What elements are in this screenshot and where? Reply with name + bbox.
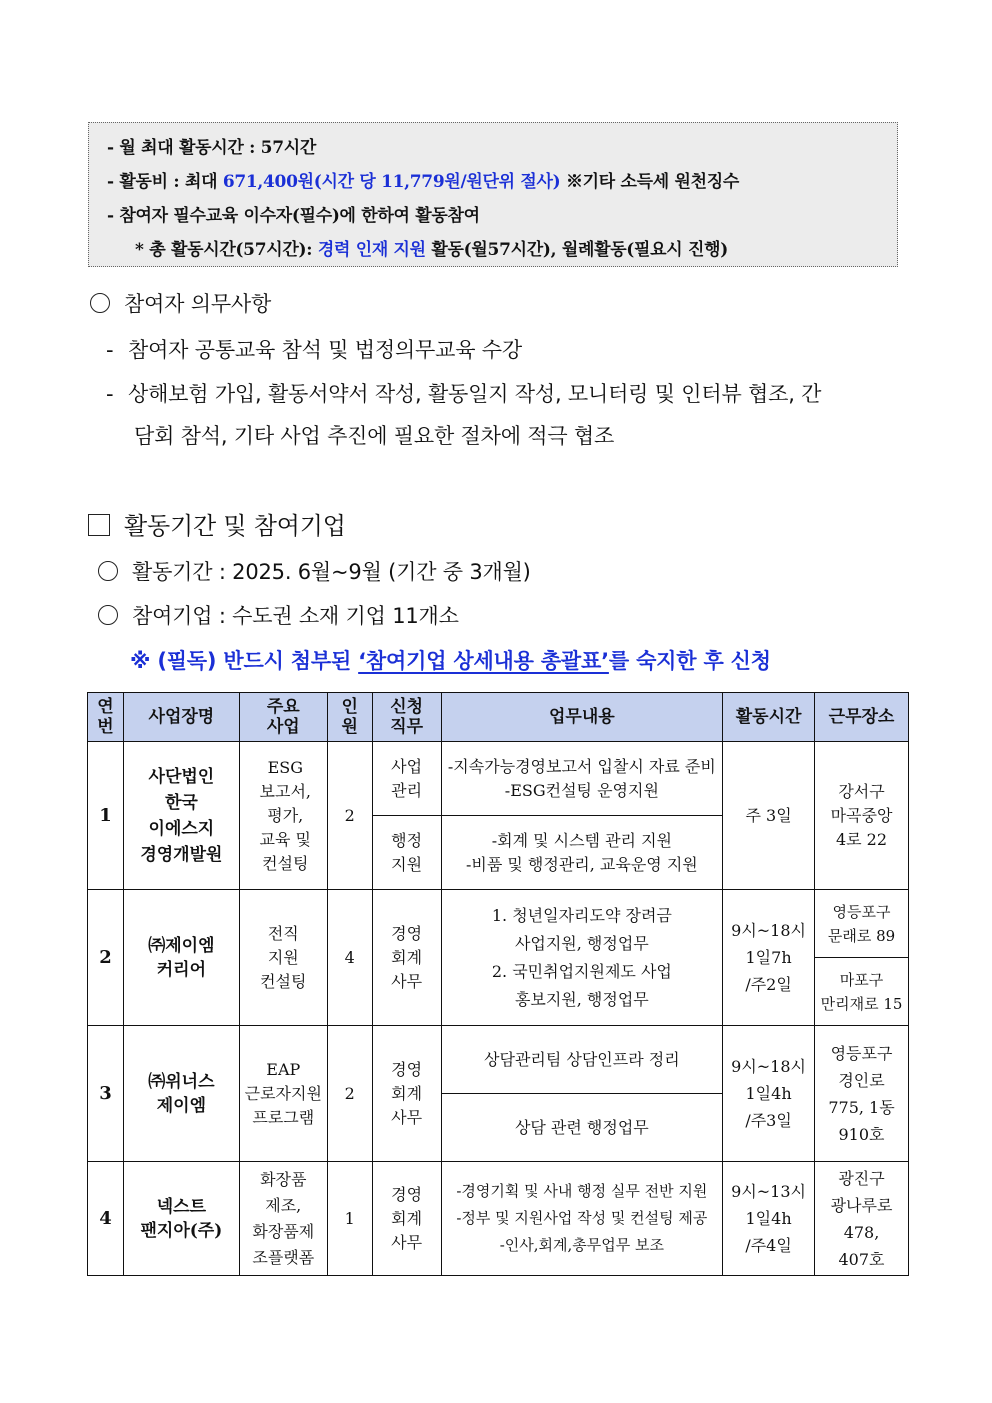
dash-bullet: - bbox=[106, 338, 114, 362]
square-bullet-icon bbox=[88, 514, 110, 536]
section-title bbox=[88, 506, 346, 541]
duties-item-1-text: 참여자 공통교육 참석 및 법정의무교육 수강 bbox=[128, 338, 522, 362]
headcount: 2 bbox=[327, 1026, 372, 1162]
header-tasks: 업무내용 bbox=[441, 693, 723, 742]
headcount: 2 bbox=[327, 742, 372, 890]
activity-hours: 9시~18시 1일7h /주2일 bbox=[723, 890, 815, 1026]
table-row bbox=[88, 742, 909, 816]
headcount: 4 bbox=[327, 890, 372, 1026]
header-people: 인 원 bbox=[327, 693, 372, 742]
work-location: 강서구 마곡중앙 4로 22 bbox=[815, 742, 909, 890]
notice-total-blue: 경력 인재 지원 bbox=[317, 240, 426, 260]
work-location: 마포구 만리재로 15 bbox=[815, 958, 909, 1026]
role: 경영 회계 사무 bbox=[372, 1162, 441, 1276]
tasks: 상담관리팀 상담인프라 정리 bbox=[441, 1026, 723, 1094]
role: 사업 관리 bbox=[372, 742, 441, 816]
activity-hours: 주 3일 bbox=[723, 742, 815, 890]
role: 행정 지원 bbox=[372, 816, 441, 890]
work-location: 영등포구 경인로 775, 1동 910호 bbox=[815, 1026, 909, 1162]
row-no: 4 bbox=[88, 1162, 124, 1276]
tasks: 상담 관련 행정업무 bbox=[441, 1094, 723, 1162]
duties-heading-text: 참여자 의무사항 bbox=[124, 292, 272, 316]
headcount: 1 bbox=[327, 1162, 372, 1276]
header-business: 주요 사업 bbox=[239, 693, 327, 742]
notice-total-suffix: 활동(월57시간), 월례활동(필요시 진행) bbox=[425, 240, 729, 260]
activity-notice-box bbox=[88, 122, 898, 267]
circle-bullet-icon bbox=[98, 561, 118, 581]
table-header-row bbox=[88, 693, 909, 742]
tasks: -지속가능경영보고서 입찰시 자료 준비 -ESG컨설팅 운영지원 bbox=[441, 742, 723, 816]
section-title-text: 활동기간 및 참여기업 bbox=[124, 512, 346, 540]
work-location: 영등포구 문래로 89 bbox=[815, 890, 909, 958]
main-business: EAP 근로자지원 프로그램 bbox=[239, 1026, 327, 1162]
notice-fee-amount: 671,400원(시간 당 11,779원/원단위 절사) bbox=[222, 172, 561, 192]
row-no: 3 bbox=[88, 1026, 124, 1162]
main-business: 전직 지원 컨설팅 bbox=[239, 890, 327, 1026]
duties-item-1 bbox=[106, 334, 522, 364]
notice-max-hours: - 월 최대 활동시간 : 57시간 bbox=[107, 138, 316, 158]
tasks: -경영기획 및 사내 행정 실무 전반 지원 -정부 및 지원사업 작성 및 컨설팅 제공 -인사,회계,총무업무 보조 bbox=[441, 1162, 723, 1276]
header-location: 근무장소 bbox=[815, 693, 909, 742]
note-document-title: ‘참여기업 상세내용 총괄표’ bbox=[358, 649, 609, 673]
note-suffix: 를 숙지한 후 신청 bbox=[608, 649, 771, 673]
header-no: 연 번 bbox=[88, 693, 124, 742]
notice-total-hours bbox=[107, 233, 897, 267]
notice-activity-fee bbox=[107, 165, 897, 199]
role: 경영 회계 사무 bbox=[372, 1026, 441, 1162]
table-row bbox=[88, 890, 909, 958]
notice-education-requirement: - 참여자 필수교육 이수자(필수)에 한하여 활동참여 bbox=[107, 206, 480, 226]
main-business: ESG 보고서, 평가, 교육 및 컨설팅 bbox=[239, 742, 327, 890]
circle-bullet-icon bbox=[90, 293, 110, 313]
activity-hours: 9시~18시 1일4h /주3일 bbox=[723, 1026, 815, 1162]
company-name: 넥스트 팬지아(주) bbox=[123, 1162, 239, 1276]
company-name: ㈜제이엠 커리어 bbox=[123, 890, 239, 1026]
company-name: 사단법인 한국 이에스지 경영개발원 bbox=[123, 742, 239, 890]
duties-item-2-line1: 상해보험 가입, 활동서약서 작성, 활동일지 작성, 모니터링 및 인터뷰 협조, 간 bbox=[128, 382, 822, 406]
duties-item-2 bbox=[106, 378, 821, 408]
tasks: -회계 및 시스템 관리 지원 -비품 및 행정관리, 교육운영 지원 bbox=[441, 816, 723, 890]
role: 경영 회계 사무 bbox=[372, 890, 441, 1026]
participating-companies-table bbox=[87, 692, 909, 1276]
participating-companies-text: 참여기업 : 수도권 소재 기업 11개소 bbox=[132, 604, 459, 628]
tasks: 1. 청년일자리도약 장려금 사업지원, 행정업무 2. 국민취업지원제도 사업 홍보지원, 행정업무 bbox=[441, 890, 723, 1026]
mandatory-reading-note bbox=[130, 645, 771, 675]
circle-bullet-icon bbox=[98, 605, 118, 625]
activity-period-text: 활동기간 : 2025. 6월~9월 (기간 중 3개월) bbox=[132, 560, 531, 584]
table-row bbox=[88, 1162, 909, 1276]
duties-item-2-cont: 담회 참석, 기타 사업 추진에 필요한 절차에 적극 협조 bbox=[134, 424, 615, 448]
notice-total-prefix: * 총 활동시간(57시간): bbox=[135, 240, 318, 260]
company-name: ㈜위너스 제이엠 bbox=[123, 1026, 239, 1162]
header-role: 신청 직무 bbox=[372, 693, 441, 742]
participating-companies bbox=[98, 600, 459, 630]
note-prefix: ※ (필독) 반드시 첨부된 bbox=[130, 649, 359, 673]
notice-fee-suffix: ※기타 소득세 원천징수 bbox=[560, 172, 740, 192]
dash-bullet: - bbox=[106, 382, 114, 406]
row-no: 2 bbox=[88, 890, 124, 1026]
activity-hours: 9시~13시 1일4h /주4일 bbox=[723, 1162, 815, 1276]
notice-fee-prefix: - 활동비 : 최대 bbox=[107, 172, 223, 192]
main-business: 화장품 제조, 화장품제 조플랫폼 bbox=[239, 1162, 327, 1276]
activity-period bbox=[98, 556, 531, 586]
row-no: 1 bbox=[88, 742, 124, 890]
header-hours: 활동시간 bbox=[723, 693, 815, 742]
table-row bbox=[88, 1026, 909, 1094]
duties-heading bbox=[90, 288, 271, 318]
header-company: 사업장명 bbox=[123, 693, 239, 742]
work-location: 광진구 광나루로 478, 407호 bbox=[815, 1162, 909, 1276]
